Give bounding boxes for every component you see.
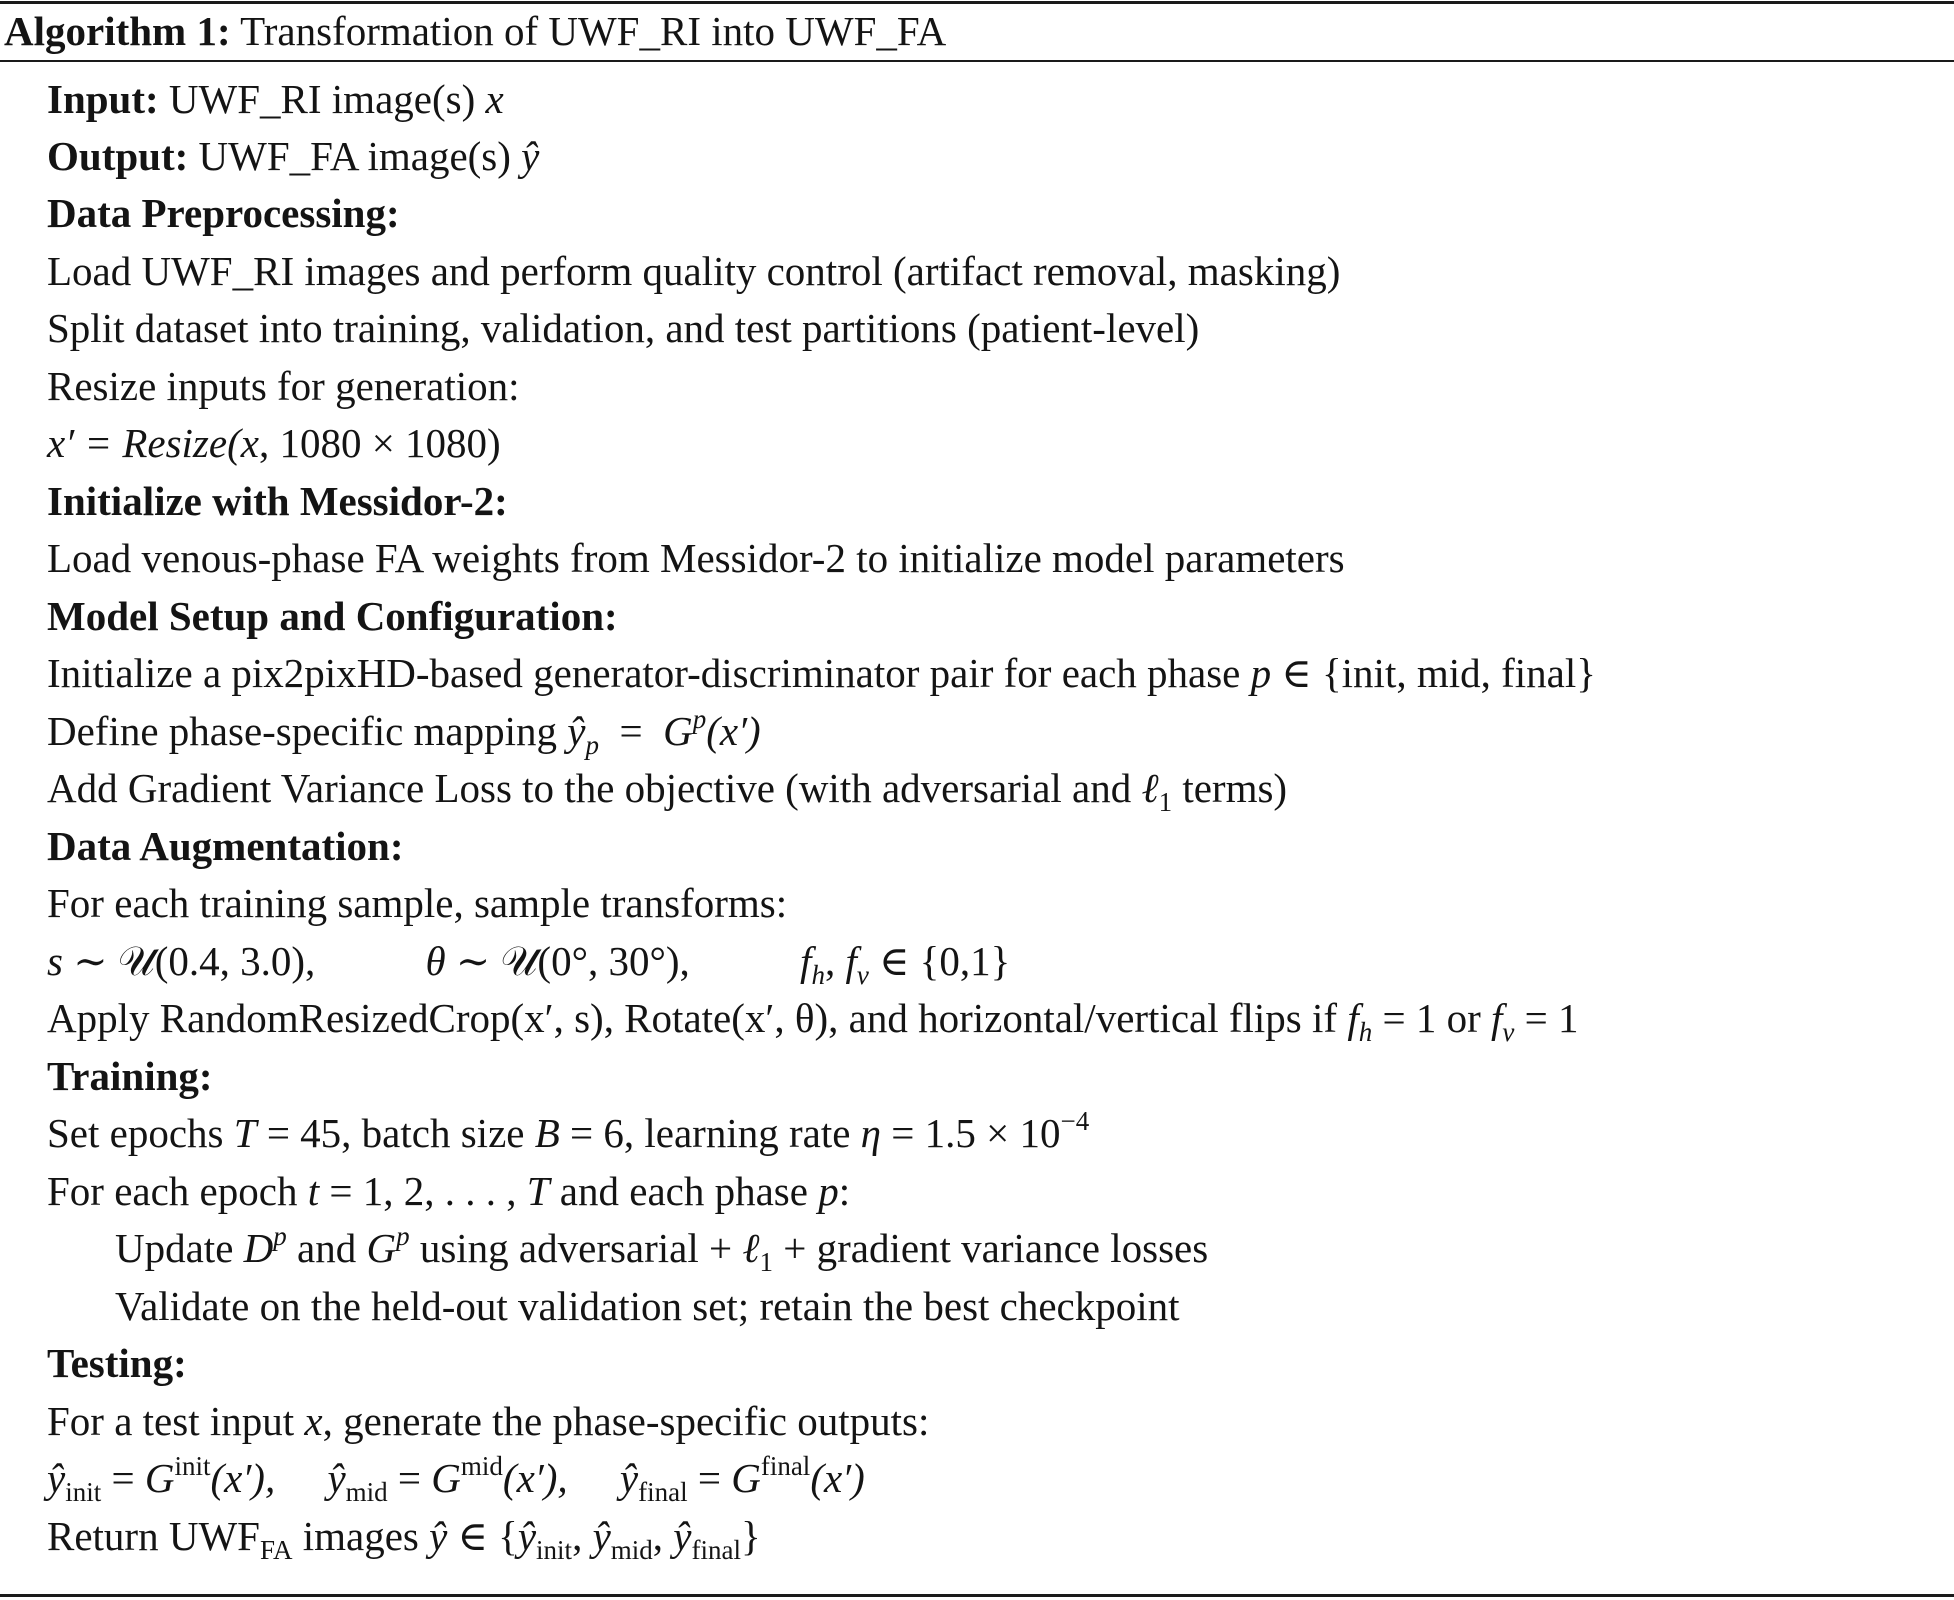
return-y-final-sub: final (691, 1535, 741, 1565)
algorithm-title-text: Transformation of UWF_RI into UWF_FA (240, 8, 947, 54)
output-text: UWF_FA image(s) (198, 133, 511, 179)
model-line-2-sup: p (692, 704, 707, 734)
return-y-final: ŷ (673, 1513, 692, 1559)
input-line (47, 71, 504, 128)
flip-h: f (800, 938, 812, 984)
loop-t: t (307, 1168, 320, 1214)
apply-text: Apply RandomResizedCrop(x′, s), Rotate(x′, θ), and horizontal/vertical flips if (47, 995, 1338, 1041)
model-line-3-text: Add Gradient Variance Loss to the objective (with adversarial and (47, 765, 1132, 811)
augmentation-apply (47, 990, 1579, 1047)
return-y-init-sub: init (536, 1535, 573, 1565)
y-final-sub: final (638, 1477, 688, 1507)
epochs-b: = 45, batch size (266, 1110, 525, 1156)
y-mid-sub: mid (345, 1477, 388, 1507)
epochs-B: B (534, 1110, 560, 1156)
return-sep-1: , (572, 1513, 583, 1559)
algorithm-title (4, 4, 946, 58)
return-sub: FA (259, 1535, 293, 1565)
model-line-2-text: Define phase-specific mapping (47, 708, 558, 754)
augmentation-heading (47, 818, 403, 875)
model-heading-text: Model Setup and Configuration: (47, 593, 618, 639)
model-heading (47, 588, 618, 645)
eq-init: = (111, 1455, 135, 1501)
flip-v-sub: v (856, 960, 869, 990)
return-c: ∈ { (457, 1513, 518, 1559)
training-update (115, 1220, 1208, 1277)
update-D-sup: p (273, 1221, 287, 1251)
update-D: D (243, 1225, 274, 1271)
return-y-mid-sub: mid (610, 1535, 653, 1565)
G-mid: G (431, 1455, 461, 1501)
input-var: x (485, 76, 504, 122)
apply-fv: f (1491, 995, 1503, 1041)
return-sep-2: , (652, 1513, 664, 1559)
update-G-sup: p (396, 1221, 410, 1251)
epochs-c: = 6, learning rate (570, 1110, 851, 1156)
apply-mid: = 1 or (1382, 995, 1481, 1041)
model-line-3 (47, 760, 1287, 817)
training-heading (47, 1048, 213, 1105)
model-line-1-text: Initialize a pix2pixHD-based generator-discriminator pair for each phase (47, 650, 1241, 696)
G-init-sup: init (174, 1451, 211, 1481)
model-line-2-G: G (663, 708, 693, 754)
augmentation-line-1: For each training sample, sample transforms: (47, 880, 788, 926)
apply-fh: f (1347, 995, 1359, 1041)
training-heading-text: Training: (47, 1053, 213, 1099)
return-a: Return UWF (47, 1513, 260, 1559)
arg-mid: (x′), (502, 1455, 568, 1501)
update-ell: ℓ (742, 1225, 760, 1271)
G-mid-sup: mid (460, 1451, 503, 1481)
preprocessing-line-3: Resize inputs for generation: (47, 363, 520, 409)
testing-outputs (47, 1450, 865, 1507)
model-line-1-var: p (1250, 650, 1272, 696)
output-label: Output: (47, 133, 189, 179)
preprocessing-heading (47, 185, 400, 242)
testing-line-1-a: For a test input (47, 1398, 295, 1444)
epochs-d: = 1.5 × 10 (891, 1110, 1061, 1156)
model-line-1-set: ∈ {init, mid, final} (1281, 650, 1596, 696)
testing-heading-text: Testing: (47, 1340, 187, 1386)
resize-var: x (240, 420, 259, 466)
dist-theta: ∼ 𝒰(0°, 30°), (455, 938, 690, 984)
input-label: Input: (47, 76, 159, 122)
model-line-3-ell: ℓ (1141, 765, 1159, 811)
loop-c: and each phase (559, 1168, 808, 1214)
initialize-heading-text: Initialize with Messidor-2: (47, 478, 508, 524)
return-y-mid: ŷ (592, 1513, 611, 1559)
epochs-a: Set epochs (47, 1110, 224, 1156)
update-sub: 1 (759, 1247, 773, 1277)
apply-end: = 1 (1524, 995, 1579, 1041)
return-y: ŷ (429, 1513, 448, 1559)
return-y-init: ŷ (517, 1513, 537, 1559)
training-loop (47, 1163, 850, 1220)
preprocessing-heading-text: Data Preprocessing: (47, 190, 400, 236)
update-a: Update (115, 1225, 234, 1271)
resize-lhs: x′ = Resize( (47, 420, 241, 466)
y-init: ŷ (47, 1455, 66, 1501)
model-line-1 (47, 645, 1596, 702)
resize-formula (47, 415, 501, 472)
loop-a: For each epoch (47, 1168, 298, 1214)
testing-line-1 (47, 1393, 929, 1450)
dist-s-var: s (47, 938, 63, 984)
loop-d: : (838, 1168, 851, 1214)
flip-v: f (845, 938, 857, 984)
flip-set: ∈ {0,1} (879, 938, 1011, 984)
testing-heading (47, 1335, 187, 1392)
model-line-3-end: terms) (1182, 765, 1288, 811)
update-G: G (366, 1225, 397, 1271)
G-init: G (144, 1455, 175, 1501)
epochs-T: T (233, 1110, 257, 1156)
input-text: UWF_RI image(s) (168, 76, 476, 122)
preprocessing-line-1: Load UWF_RI images and perform quality control (artifact removal, masking) (47, 248, 1341, 294)
testing-line-1-b: , generate the phase-specific outputs: (322, 1398, 930, 1444)
return-b: images (302, 1513, 419, 1559)
epochs-eta: η (860, 1110, 882, 1156)
testing-return (47, 1508, 761, 1565)
update-b: and (297, 1225, 357, 1271)
arg-final: (x′) (810, 1455, 865, 1501)
loop-p: p (818, 1168, 839, 1214)
output-line (47, 128, 539, 185)
G-final: G (731, 1455, 761, 1501)
dist-theta-var: θ (425, 938, 446, 984)
y-mid: ŷ (327, 1455, 346, 1501)
arg-init: (x′), (210, 1455, 276, 1501)
augmentation-heading-text: Data Augmentation: (47, 823, 404, 869)
G-final-sup: final (760, 1451, 811, 1481)
apply-fh-sub: h (1358, 1017, 1373, 1047)
apply-fv-sub: v (1502, 1017, 1515, 1047)
training-validate: Validate on the held-out validation set; retain the best checkpoint (115, 1283, 1180, 1329)
output-var: ŷ (521, 133, 540, 179)
preprocessing-line-2: Split dataset into training, validation, and test partitions (patient-level) (47, 305, 1200, 351)
y-init-sub: init (65, 1477, 102, 1507)
title-rule (0, 60, 1954, 62)
testing-line-1-x: x (304, 1398, 323, 1444)
algorithm-label: Algorithm 1: (4, 8, 231, 54)
flip-h-sub: h (811, 960, 825, 990)
loop-T: T (526, 1168, 550, 1214)
model-line-2 (47, 703, 761, 760)
update-d: + gradient variance losses (783, 1225, 1209, 1271)
model-line-2-arg: (x′) (706, 708, 761, 754)
y-final: ŷ (619, 1455, 639, 1501)
epochs-exp: −4 (1060, 1106, 1090, 1136)
initialize-line-1: Load venous-phase FA weights from Messidor-2 to initialize model parameters (47, 535, 1345, 581)
training-epochs (47, 1105, 1089, 1162)
eq-mid: = (397, 1455, 422, 1501)
resize-rhs: , 1080 × 1080) (258, 420, 501, 466)
return-end: } (740, 1513, 761, 1559)
dist-s: ∼ 𝒰(0.4, 3.0), (73, 938, 316, 984)
model-line-2-eq: = (619, 708, 643, 754)
model-line-3-sub: 1 (1158, 787, 1173, 817)
flip-sep: , (824, 938, 836, 984)
update-c: using adversarial + (419, 1225, 733, 1271)
bottom-rule (0, 1594, 1954, 1597)
initialize-heading (47, 473, 508, 530)
model-line-2-y: ŷ (567, 708, 586, 754)
eq-final: = (697, 1455, 721, 1501)
model-line-2-sub: p (585, 730, 599, 760)
loop-b: = 1, 2, . . . , (329, 1168, 517, 1214)
augmentation-distributions (47, 933, 1010, 990)
